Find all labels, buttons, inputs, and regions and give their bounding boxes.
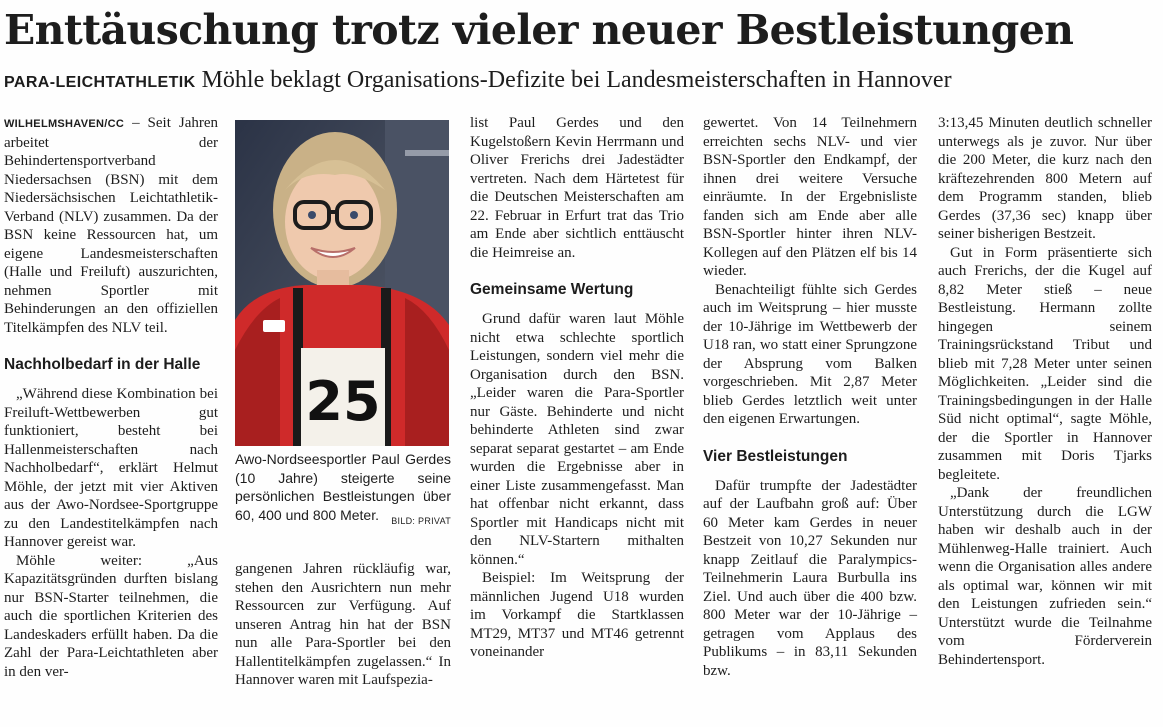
athlete-photo-illustration <box>235 120 449 446</box>
paragraph: list Paul Gerdes und den Kugelstoßern Kevin Herrmann und Oliver Frerichs drei Jadestädter vertreten. Nach dem Härtetest für die Deutschen Meisterschaften am 22. Februar in Erfurt trat das Trio am Ende aber sichtlich enttäuscht die Heimreise an. <box>470 115 684 261</box>
subheading: Vier Bestleistungen <box>703 447 848 465</box>
athlete-photo <box>235 120 449 446</box>
column-2 <box>235 560 451 690</box>
photo-caption <box>235 450 451 530</box>
subheading: Nachholbedarf in der Halle <box>4 356 201 373</box>
paragraph: Dafür trumpfte der Jadestädter auf der Laufbahn groß auf: Über 60 Meter kam Gerdes in neuer Bestzeit von 10,27 Sekunden nur knapp Zeitlauf die Paralympics-Teilnehmerin Laura Burbulla ins Ziel. Und auch über die 400 bzw. 800 Meter war der 10-Jährige – getragen vom Applaus des Publikums – in 83,11 Sekunden bzw. <box>703 477 917 679</box>
subheading: Gemeinsame Wertung <box>470 281 634 298</box>
kicker: PARA-LEICHTATHLETIK <box>4 74 196 91</box>
paragraph: gangenen Jahren rückläufig war, stehen den Ausrichtern nun mehr Ressourcen zur Verfügung. Auf unseren Antrag hin hat der BSN nun alle Para-Sportler bei den Hallentitelkämpfen zugelassen.“ In Hannover waren mit Laufspezia- <box>235 561 451 688</box>
column-3 <box>470 114 684 662</box>
paragraph: Benachteiligt fühlte sich Gerdes auch im Weitsprung – hier musste der 10-Jährige im Wettbewerb der U18 ran, wo statt einer Sprungzone der Absprung vom Balken vorgeschrieben. Mit 2,87 Meter blieb Gerdes letztlich weit unter den eigenen Erwartungen. <box>703 281 917 427</box>
photo-credit: BILD: PRIVAT <box>391 515 451 526</box>
paragraph: Gut in Form präsentierte sich auch Frerichs, der die Kugel auf 8,82 Meter stieß – neue Bestleistung. Hermann zollte hingegen seinem Trainingsrückstand Tribut und blieb mit 7,28 Meter unter seinen Möglichkeiten. „Leider sind die Trainingsbedingungen in der Halle Süd nicht optimal“, sagte Möhle, der die Sportler in Hannover zusammen mit Doris Tjarks begleitete. <box>938 244 1152 483</box>
paragraph: gewertet. Von 14 Teilnehmern erreichten sechs NLV- und vier BSN-Sportler den Endkampf, der ihnen drei weitere Versuche einräumte. In der Ergebnisliste fanden sich am Ende aber alle BSN-Sportler hinter ihren NLV-Kollegen auf den Plätzen elf bis 14 wieder. <box>703 115 917 279</box>
paragraph-text: – Seit Jahren arbeitet der Behindertensportverband Niedersachsen (BSN) mit dem Niedersächsischen Leichtathletik-Verband (NLV) zusammen. Da der BSN keine Ressourcen hat, um eigene Landesmeisterschaften (Halle und Freiluft) auszurichten, nehmen Sportler mit Behinderungen an den offiziellen Titelkämpfen des NLV teil. <box>4 115 219 336</box>
paragraph: Beispiel: Im Weitsprung der männlichen Jugend U18 wurden im Vorkampf die Startklassen MT29, MT37 und MT46 getrennt voneinander <box>470 570 684 660</box>
paragraph <box>4 114 218 337</box>
paragraph: 3:13,45 Minuten deutlich schneller unterwegs als je zuvor. Nur über die 200 Meter, die kurz nach den kräftezehrenden 800 Metern auf dem Programm standen, blieb Gerdes (37,36 sec) knapp über seiner bisherigen Bestzeit. <box>938 115 1152 242</box>
dateline: WILHELMSHAVEN/CC <box>4 118 125 130</box>
headline: Enttäuschung trotz vieler neuer Bestleistungen <box>4 6 1074 54</box>
caption-text: Awo-Nordseesportler Paul Gerdes (10 Jahre) steigerte seine persönlichen Bestleistungen über 60, 400 und 800 Meter. <box>235 451 451 523</box>
column-1 <box>4 114 218 681</box>
column-4 <box>703 114 917 680</box>
subheadline: Möhle beklagt Organisations-Defizite bei Landesmeisterschaften in Hannover <box>201 67 952 93</box>
bib-number: 25 <box>305 370 381 433</box>
column-5 <box>938 114 1152 669</box>
paragraph: „Dank der freundlichen Unterstützung durch die LGW haben wir deshalb auch in der Mühlenweg-Halle trainiert. Auch wenn die Organisation alles andere als optimal war, können wir mit den Leistungen zufrieden sein.“ Unterstützt wurde die Teilnahme vom Förderverein Behindertensport. <box>938 485 1152 668</box>
subheadline-row <box>4 64 1159 99</box>
paragraph: „Während diese Kombination bei Freiluft-Wettbewerben gut funktioniert, besteht bei Hallenmeisterschaften nach Nachholbedarf“, erklärt Helmut Möhle, der jetzt mit vier Aktiven aus der Awo-Nordsee-Sportgruppe zu den Landestitelkämpfen nach Hannover gereist war. <box>4 386 218 550</box>
paragraph: Grund dafür waren laut Möhle nicht etwa schlechte sportlich Leistungen, sondern viel mehr die Organisation durch den BSN. „Leider waren die Para-Sportler nur Gäste. Behinderte und nicht behinderte Athleten sind zwar separat separat gestartet – am Ende wurden die Ergebnisse aber in einer Liste zusammengefasst. Man hat offenbar nicht erkannt, dass Sportler mit Handicaps nicht mit den NLV-Startern mithalten können.“ <box>470 311 684 568</box>
paragraph: Möhle weiter: „Aus Kapazitätsgründen durften bislang nur BSN-Starter teilnehmen, die auch die sportlichen Kriterien des Landeskaders erfüllt haben. Da die Zahl der Para-Leichtathleten aber in den ver- <box>4 552 218 680</box>
